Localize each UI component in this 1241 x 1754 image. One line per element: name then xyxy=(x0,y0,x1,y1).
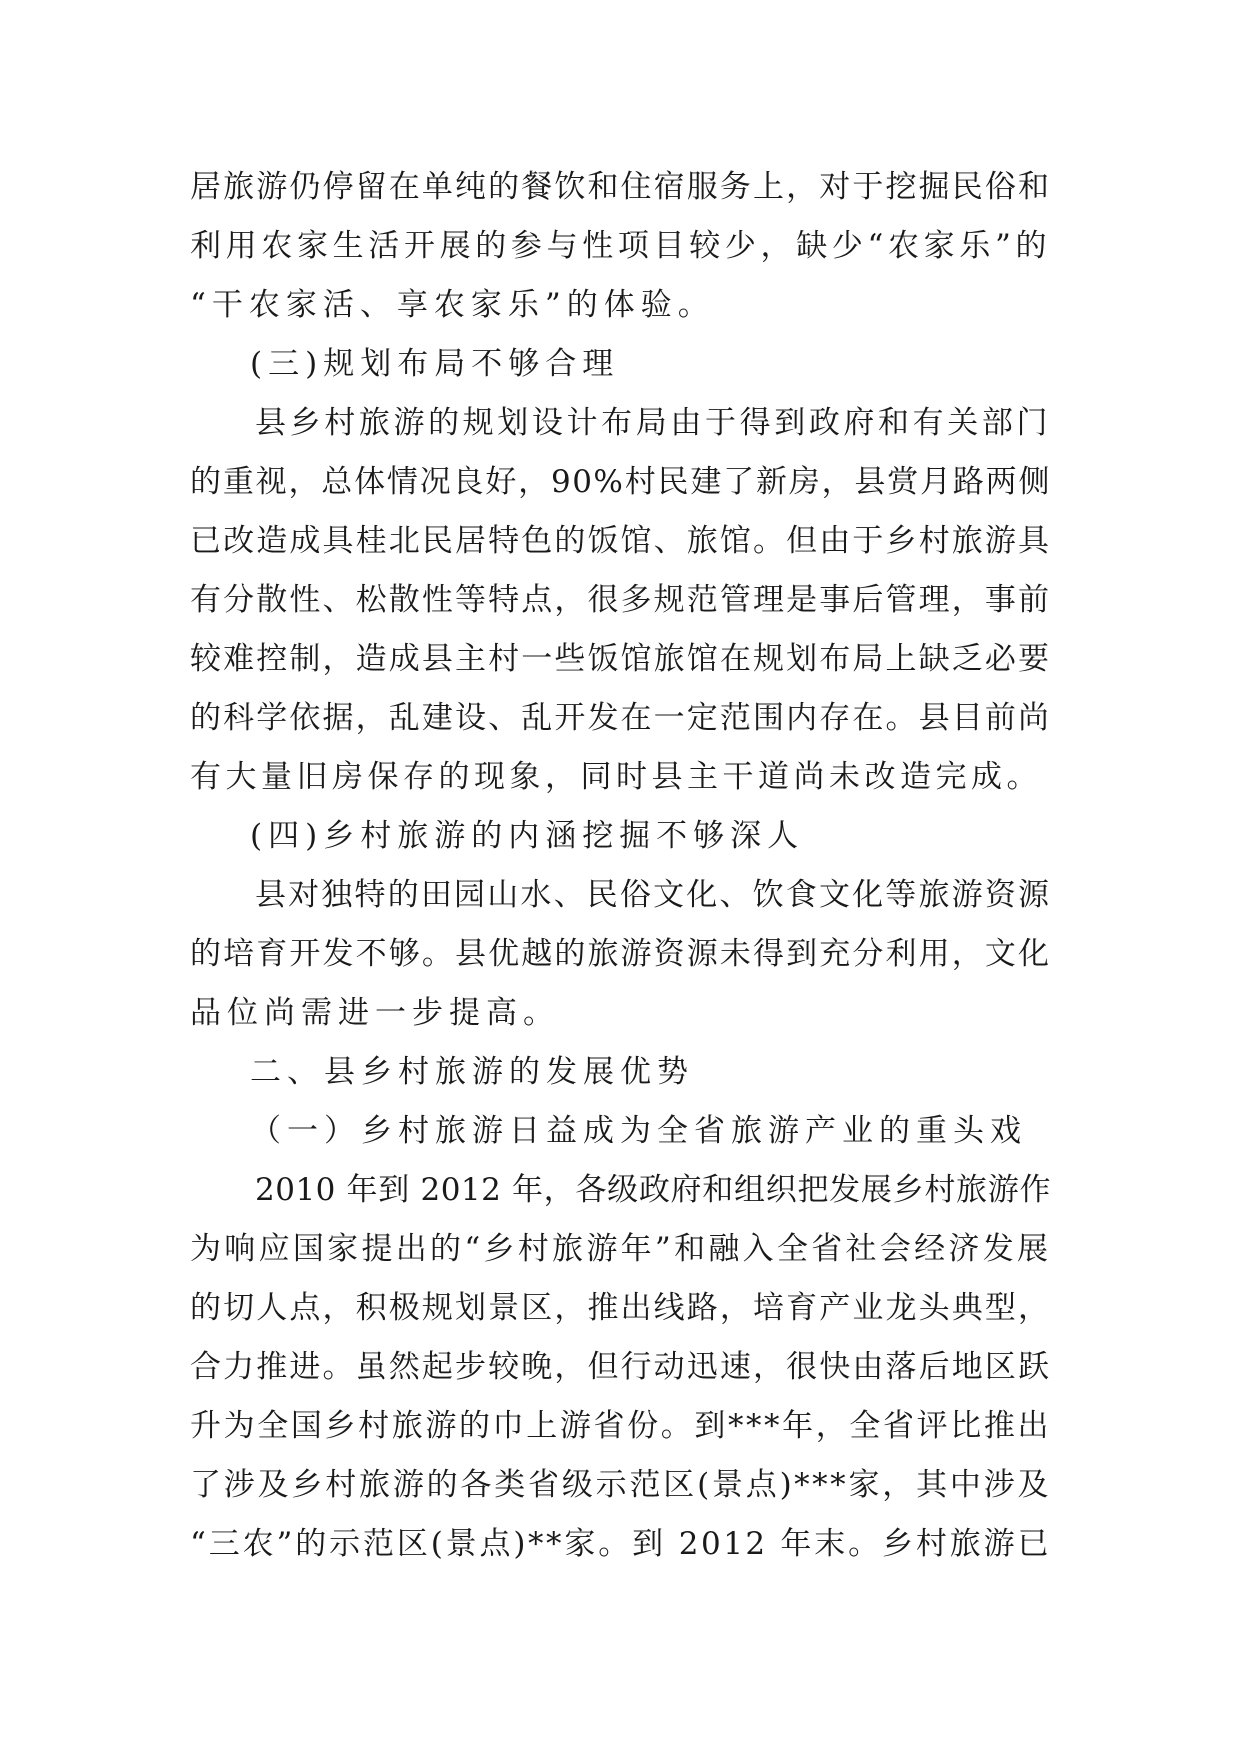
text-line: 有分散性、松散性等特点，很多规范管理是事后管理，事前 xyxy=(190,582,1051,618)
text-line: 了涉及乡村旅游的各类省级示范区(景点)***家，其中涉及 xyxy=(190,1467,1051,1503)
text-line: “干农家活、享农家乐”的体验。 xyxy=(190,287,715,323)
text-line: 的重视，总体情况良好，90%村民建了新房，县赏月路两侧 xyxy=(190,464,1051,500)
chapter-heading: 二、县乡村旅游的发展优势 xyxy=(250,1054,694,1090)
text-line: 较难控制，造成县主村一些饭馆旅馆在规划布局上缺乏必要 xyxy=(190,641,1051,677)
text-line: 县对独特的田园山水、民俗文化、饮食文化等旅游资源 xyxy=(255,877,1051,913)
text-line: 有大量旧房保存的现象，同时县主干道尚未改造完成。 xyxy=(190,759,1042,795)
section-heading: (三)规划布局不够合理 xyxy=(250,346,620,382)
text-line: 利用农家生活开展的参与性项目较少，缺少“农家乐”的 xyxy=(190,228,1051,264)
text-line: “三农”的示范区(景点)**家。到 2012 年末。乡村旅游已 xyxy=(190,1526,1051,1562)
text-line: 已改造成具桂北民居特色的饭馆、旅馆。但由于乡村旅游具 xyxy=(190,523,1051,559)
text-line: 2010 年到 2012 年，各级政府和组织把发展乡村旅游作 xyxy=(255,1172,1051,1208)
text-line: 的培育开发不够。县优越的旅游资源未得到充分利用，文化 xyxy=(190,936,1051,972)
text-line: 升为全国乡村旅游的巾上游省份。到***年，全省评比推出 xyxy=(190,1408,1051,1444)
text-line: 为响应国家提出的“乡村旅游年”和融入全省社会经济发展 xyxy=(190,1231,1051,1267)
text-line: 合力推进。虽然起步较晚，但行动迅速，很快由落后地区跃 xyxy=(190,1349,1051,1385)
text-line: 县乡村旅游的规划设计布局由于得到政府和有关部门 xyxy=(255,405,1051,441)
section-heading: (四)乡村旅游的内涵挖掘不够深人 xyxy=(250,818,805,854)
text-line: 的科学依据，乱建设、乱开发在一定范围内存在。县目前尚 xyxy=(190,700,1051,736)
text-line: 品位尚需进一步提高。 xyxy=(190,995,560,1031)
text-line: 的切人点，积极规划景区，推出线路，培育产业龙头典型， xyxy=(190,1290,1051,1326)
document-body xyxy=(190,158,1051,1574)
text-line: 居旅游仍停留在单纯的餐饮和住宿服务上，对于挖掘民俗和 xyxy=(190,169,1051,205)
section-heading: （一）乡村旅游日益成为全省旅游产业的重头戏 xyxy=(250,1113,1027,1149)
